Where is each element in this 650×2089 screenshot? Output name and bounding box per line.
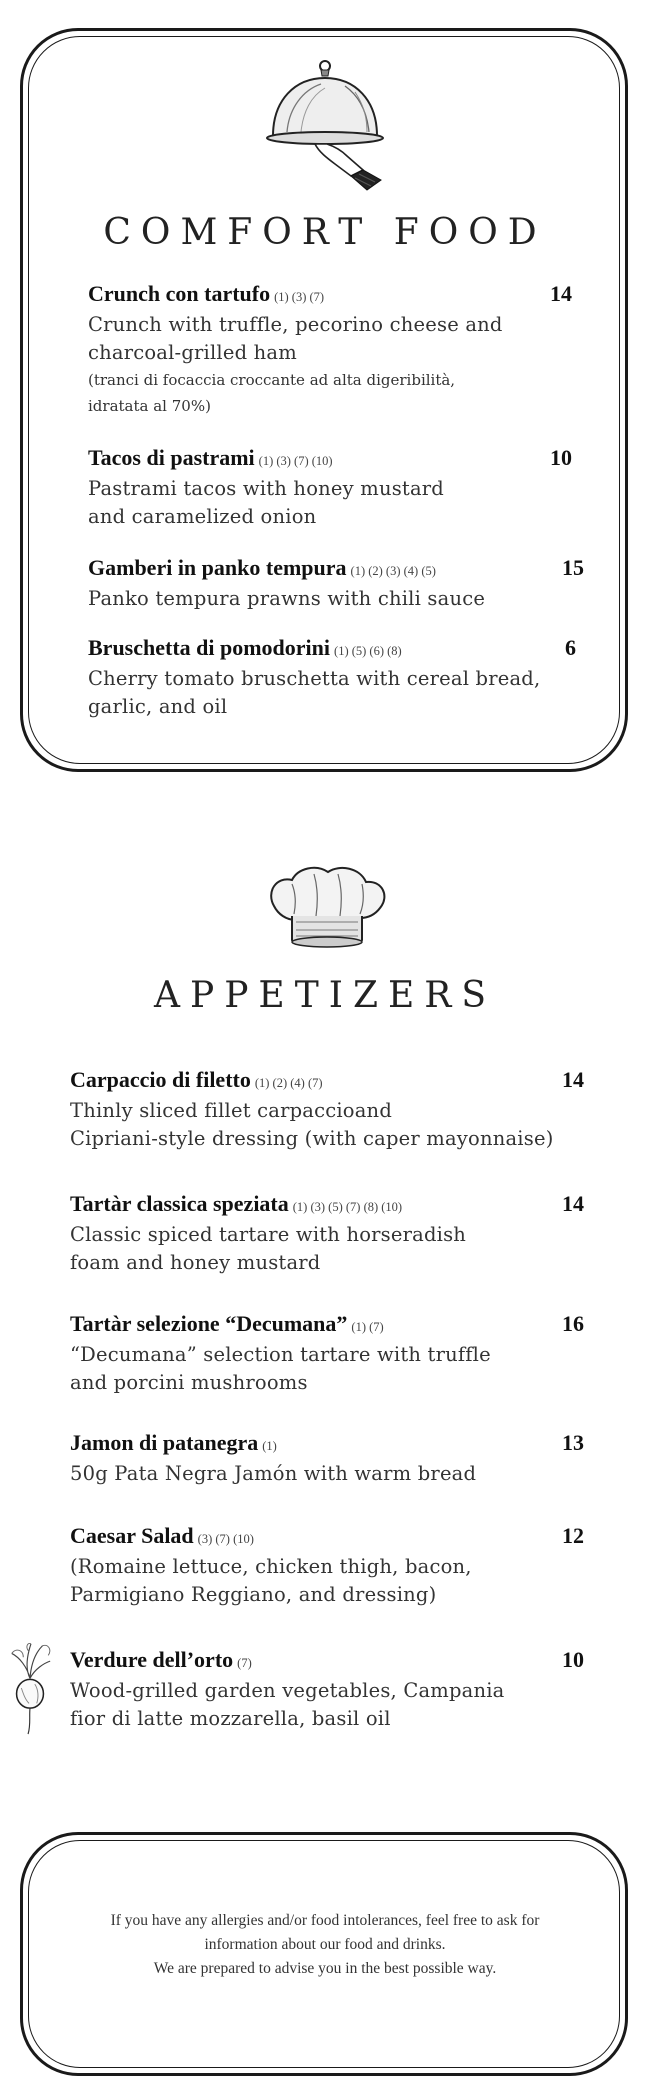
item-description: 50g Pata Negra Jamón with warm bread: [70, 1462, 477, 1485]
item-allergens: (1) (3) (5) (7) (8) (10): [292, 1200, 403, 1214]
item-name: Verdure dell’orto: [70, 1647, 234, 1672]
item-description: charcoal-grilled ham: [88, 341, 297, 364]
item-price: 15: [562, 555, 584, 580]
item-allergens: (1) (3) (7): [274, 290, 325, 304]
item-allergens: (7): [237, 1656, 252, 1670]
item-price: 14: [562, 1191, 584, 1216]
item-name: Bruschetta di pomodorini: [88, 635, 331, 660]
item-description: Cherry tomato bruschetta with cereal bread,: [88, 667, 541, 690]
item-description: Cipriani-style dressing (with caper mayonnaise): [70, 1127, 554, 1150]
item-name: Caesar Salad: [70, 1523, 194, 1548]
chef-hat-icon: [262, 862, 392, 952]
item-price: 14: [550, 281, 572, 306]
allergy-notice-line: If you have any allergies and/or food intolerances, feel free to ask for: [110, 1912, 540, 1929]
item-price: 16: [562, 1311, 584, 1336]
item-price: 10: [562, 1647, 584, 1672]
comfort-food-title: COMFORT FOOD: [103, 212, 547, 253]
item-allergens: (1) (2) (3) (4) (5): [350, 564, 436, 578]
radish-icon: [6, 1640, 54, 1736]
item-allergens: (3) (7) (10): [197, 1532, 254, 1546]
menu-item-tartar-selezione-decumana: [70, 1310, 584, 1397]
appetizers-title: APPETIZERS: [153, 975, 496, 1016]
cloche-icon: [255, 52, 395, 192]
item-description: and caramelized onion: [88, 505, 317, 528]
menu-item-jamon-di-patanegra: [70, 1429, 584, 1488]
menu-item-verdure-dellorto: [70, 1646, 584, 1733]
item-description: foam and honey mustard: [70, 1251, 321, 1274]
item-name: Tartàr classica speziata: [70, 1191, 289, 1216]
menu-item-gamberi-in-panko-tempura: [88, 554, 584, 613]
item-price: 12: [562, 1523, 584, 1548]
item-name: Crunch con tartufo: [88, 281, 271, 306]
item-description: and porcini mushrooms: [70, 1371, 308, 1394]
item-allergens: (1) (5) (6) (8): [334, 644, 402, 658]
menu-item-bruschetta-di-pomodorini: [88, 634, 576, 721]
item-name: Gamberi in panko tempura: [88, 555, 347, 580]
menu-item-caesar-salad: [70, 1522, 584, 1609]
item-name: Tacos di pastrami: [88, 445, 255, 470]
item-description: Crunch with truffle, pecorino cheese and: [88, 313, 503, 336]
item-price: 6: [565, 635, 576, 660]
item-description: Pastrami tacos with honey mustard: [88, 477, 444, 500]
menu-item-carpaccio-di-filetto: [70, 1066, 584, 1153]
item-name: Carpaccio di filetto: [70, 1067, 251, 1092]
item-description: Wood-grilled garden vegetables, Campania: [70, 1679, 505, 1702]
item-note: idratata al 70%): [88, 397, 211, 415]
item-allergens: (1) (3) (7) (10): [258, 454, 333, 468]
item-price: 14: [562, 1067, 584, 1092]
item-note: (tranci di focaccia croccante ad alta digeribilità,: [88, 371, 456, 389]
menu-item-crunch-con-tartufo: [88, 280, 572, 419]
item-description: Thinly sliced fillet carpaccioand: [70, 1099, 392, 1122]
item-name: Tartàr selezione “Decumana”: [70, 1311, 348, 1336]
item-description: fior di latte mozzarella, basil oil: [70, 1707, 391, 1730]
item-description: (Romaine lettuce, chicken thigh, bacon,: [70, 1555, 472, 1578]
allergy-notice-line: We are prepared to advise you in the best possible way.: [153, 1960, 497, 1977]
item-description: Parmigiano Reggiano, and dressing): [70, 1583, 437, 1606]
allergy-notice: [20, 1909, 630, 1981]
item-allergens: (1): [262, 1439, 277, 1453]
item-description: garlic, and oil: [88, 695, 228, 718]
item-description: Panko tempura prawns with chili sauce: [88, 587, 486, 610]
item-allergens: (1) (2) (4) (7): [254, 1076, 323, 1090]
menu-item-tartar-classica-speziata: [70, 1190, 584, 1277]
allergy-notice-line: information about our food and drinks.: [204, 1936, 446, 1953]
item-price: 13: [562, 1430, 584, 1455]
item-description: Classic spiced tartare with horseradish: [70, 1223, 467, 1246]
item-price: 10: [550, 445, 572, 470]
item-allergens: (1) (7): [351, 1320, 384, 1334]
item-description: “Decumana” selection tartare with truffle: [70, 1343, 491, 1366]
menu-item-tacos-di-pastrami: [88, 444, 572, 531]
item-name: Jamon di patanegra: [70, 1430, 259, 1455]
